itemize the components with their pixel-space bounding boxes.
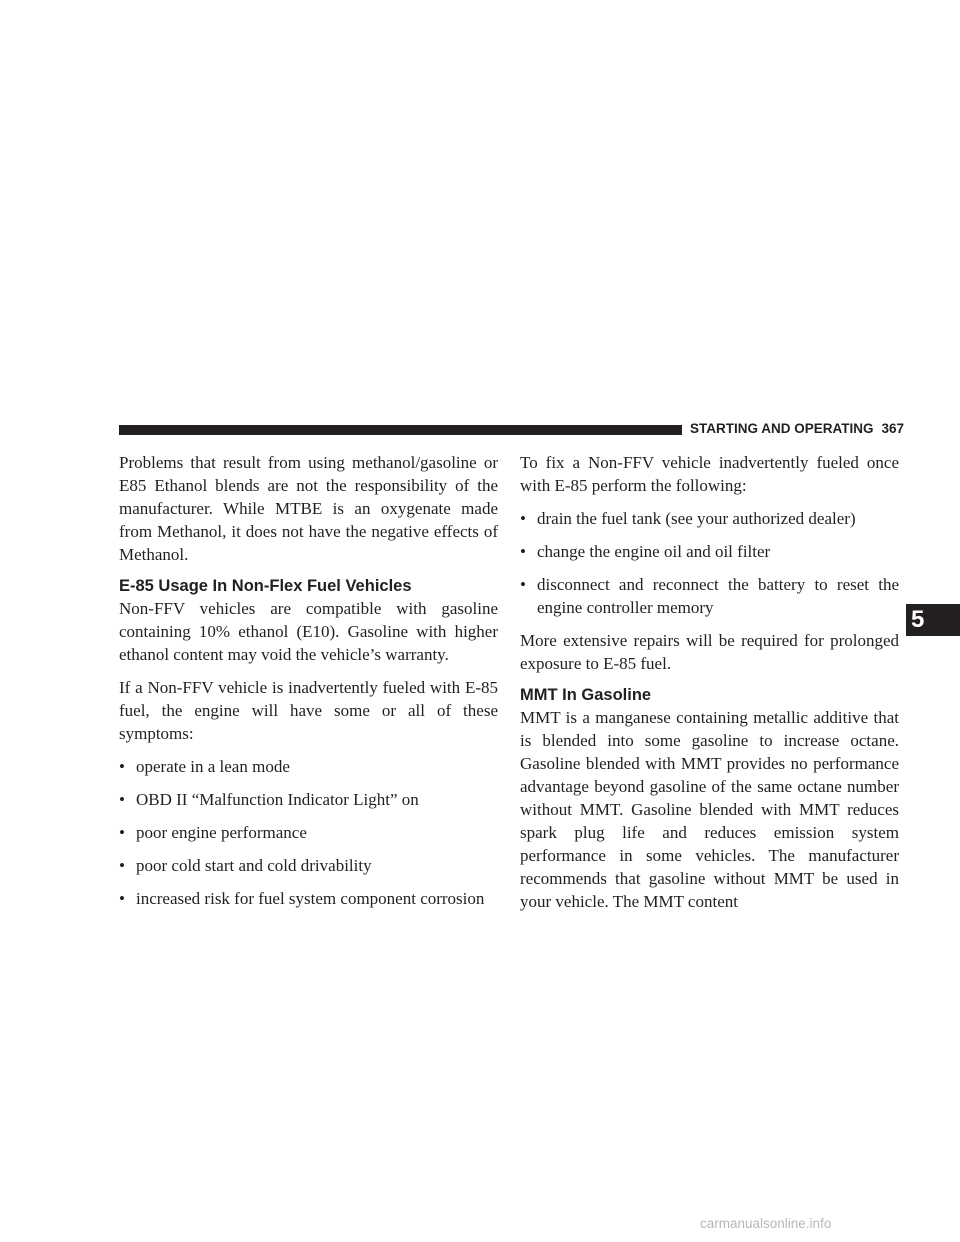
list-item: • OBD II “Malfunction Indicator Light” on	[119, 790, 419, 809]
page-number: 367	[881, 421, 905, 436]
bullet-icon: •	[119, 889, 125, 908]
bullet-icon: •	[520, 542, 526, 561]
right-column	[520, 451, 899, 923]
compatibility-paragraph: Non-FFV vehicles are compatible with gasoline containing 10% ethanol (E10). Gasoline with higher ethanol content may void the vehicle’s warranty.	[119, 599, 498, 664]
chapter-tab: 5	[906, 604, 960, 636]
repairs-paragraph: More extensive repairs will be required for prolonged exposure to E-85 fuel.	[520, 631, 899, 673]
watermark: carmanualsonline.info	[700, 1216, 832, 1231]
list-item: • operate in a lean mode	[119, 757, 290, 776]
list-item: • increased risk for fuel system component corrosion	[119, 889, 485, 908]
left-column	[119, 451, 498, 920]
bullet-icon: •	[119, 823, 125, 842]
list-item: • change the engine oil and oil filter	[520, 542, 771, 561]
list-item: • poor cold start and cold drivability	[119, 856, 372, 875]
bullet-icon: •	[119, 757, 125, 776]
symptoms-list	[119, 755, 498, 910]
list-item: • poor engine performance	[119, 823, 307, 842]
mmt-paragraph: MMT is a manganese containing metallic additive that is blended into some gasoline to increase octane. Gasoline blended with MMT provides no performance advantage beyond gasoline of the same octane number without MMT. Gasoline blended with MMT reduces spark plug life and reduces emission system performance in some vehicles. The manufacturer recommends that gasoline without MMT be used in your vehicle. The MMT content	[520, 708, 899, 911]
section-heading-e85: E-85 Usage In Non-Flex Fuel Vehicles	[119, 577, 412, 595]
section-heading-mmt: MMT In Gasoline	[520, 686, 652, 704]
bullet-icon: •	[520, 575, 526, 594]
intro-paragraph: Problems that result from using methanol/gasoline or E85 Ethanol blends are not the responsibility of the manufacturer. While MTBE is an oxygenate made from Methanol, it does not have the negative effects of Methanol.	[119, 453, 498, 564]
list-item: • drain the fuel tank (see your authorized dealer)	[520, 509, 856, 528]
bullet-icon: •	[520, 509, 526, 528]
list-item: • disconnect and reconnect the battery to reset the engine controller memory	[520, 575, 899, 617]
section-title: STARTING AND OPERATING	[690, 421, 874, 436]
symptoms-intro: If a Non-FFV vehicle is inadvertently fueled with E-85 fuel, the engine will have some or all of these symptoms:	[119, 678, 498, 743]
bullet-icon: •	[119, 790, 125, 809]
bullet-icon: •	[119, 856, 125, 875]
fix-intro-paragraph: To fix a Non-FFV vehicle inadvertently fueled once with E-85 perform the following:	[520, 453, 899, 495]
fix-steps-list	[520, 507, 899, 619]
running-header	[690, 419, 905, 439]
header-rule	[119, 425, 682, 435]
